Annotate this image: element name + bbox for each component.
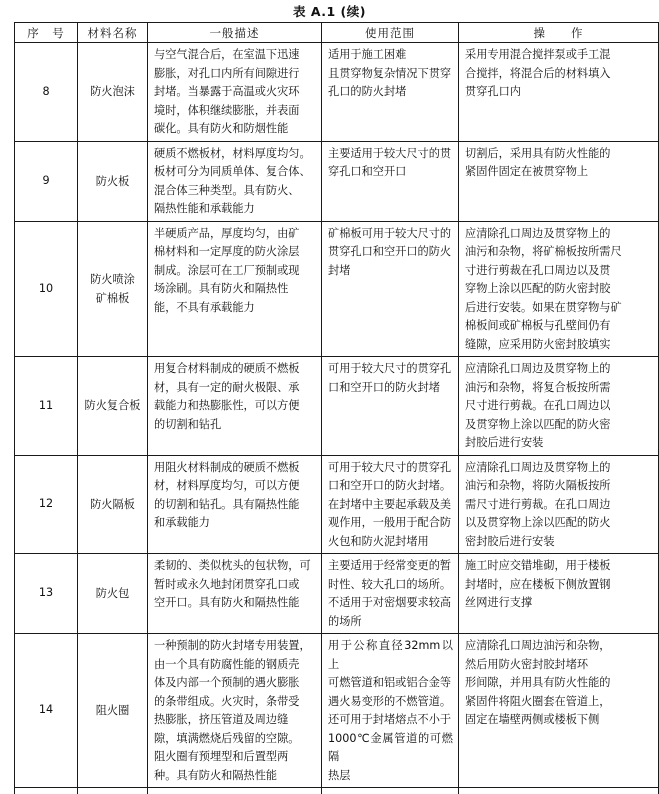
material-scope: 主要适用于较大尺寸的贯 穿孔口和空开口: [322, 141, 459, 221]
material-operation: 施工时应交错堆砌，用于楼板 封堵时，应在楼板下侧放置钢 丝网进行支撑: [459, 554, 659, 634]
truncated-row: [15, 788, 659, 794]
material-scope: 可用于较大尺寸的贯穿孔 口和空开口的防火封堵: [322, 357, 459, 456]
table-row: [15, 554, 659, 634]
material-name: 阻火圈: [78, 634, 148, 788]
material-scope: 适用于施工困难 且贯穿物复杂情况下贯穿 孔口的防火封堵: [322, 43, 459, 142]
header-scope-of-use: 使用范围: [322, 23, 459, 43]
material-scope: 可用于较大尺寸的贯穿孔 口和空开口的防火封堵。 在封堵中主要起承载及美 观作用，一般用于配合防 火包和防火泥封堵用: [322, 455, 459, 554]
row-number: 9: [15, 141, 78, 221]
material-description: 柔韧的、类似枕头的包状物，可 暂时或永久地封闭贯穿孔口或 空开口。具有防火和隔热性能: [148, 554, 322, 634]
material-description: 用复合材料制成的硬质不燃板 材，具有一定的耐火极限、承 载能力和热膨胀性，可以方便 的切割和钻孔: [148, 357, 322, 456]
material-operation: 采用专用混合搅拌泵或手工混 合搅拌，将混合后的材料填入 贯穿孔口内: [459, 43, 659, 142]
material-operation: 应清除孔口周边及贯穿物上的 油污和杂物，将防火隔板按所 需尺寸进行剪裁。在孔口周边 以及贯穿物上涂以匹配的防火 密封胶后进行安装: [459, 455, 659, 554]
material-scope: 矿棉板可用于较大尺寸的 贯穿孔口和空开口的防火 封堵: [322, 221, 459, 357]
material-description: 用阻火材料制成的硬质不燃板 材，材料厚度均匀，可以方便 的切割和钻孔。具有隔热性能 和承载能力: [148, 455, 322, 554]
material-operation: 切割后，采用具有防火性能的 紧固件固定在被贯穿物上: [459, 141, 659, 221]
material-description: 硬质不燃板材，材料厚度均匀。 板材可分为同质单体、复合体、 混合体三种类型。具有防火、 隔热性能和承载能力: [148, 141, 322, 221]
table-row: [15, 141, 659, 221]
material-name: 防火复合板: [78, 357, 148, 456]
material-operation: 应清除孔口周边及贯穿物上的 油污和杂物，将复合板按所需 尺寸进行剪裁。在孔口周边以 及贯穿物上涂以匹配的防火密 封胶后进行安装: [459, 357, 659, 456]
row-number: 10: [15, 221, 78, 357]
material-name: 防火泡沫: [78, 43, 148, 142]
header-row: [15, 23, 659, 43]
header-operation: 操 作: [459, 23, 659, 43]
material-scope: 主要适用于经常变更的暂 时性、较大孔口的场所。 不适用于对密烟要求较高 的场所: [322, 554, 459, 634]
material-name: 防火喷涂 矿棉板: [78, 221, 148, 357]
header-material-name: 材料名称: [78, 23, 148, 43]
table-caption: 表 A.1 (续): [0, 2, 659, 20]
material-operation: 应清除孔口周边油污和杂物， 然后用防火密封胶封堵环 形间隙，并用具有防火性能的 紧固件将阻火圈套在管道上， 固定在墙壁两侧或楼板下侧: [459, 634, 659, 788]
material-operation: 应清除孔口周边及贯穿物上的 油污和杂物，将矿棉板按所需尺 寸进行剪裁在孔口周边以及贯 穿物上涂以匹配的防火密封胶 后进行安装。如果在贯穿物与矿 棉板间或矿棉板与孔壁间仍有 缝隙，应采用防火密封胶填实: [459, 221, 659, 357]
row-number: 8: [15, 43, 78, 142]
table-row: [15, 455, 659, 554]
header-serial-number: 序 号: [15, 23, 78, 43]
header-general-description: 一般描述: [148, 23, 322, 43]
row-number: 14: [15, 634, 78, 788]
material-description: 一种预制的防火封堵专用装置， 由一个具有防腐性能的钢质壳 体及内部一个预制的遇火膨胀 的条带组成。火灾时，条带受 热膨胀，挤压管道及周边缝 隙，填满燃烧后残留的空隙。 阻火圈有预埋型和后置型两 种。具有防火和隔热性能: [148, 634, 322, 788]
row-number: 11: [15, 357, 78, 456]
material-name: 防火隔板: [78, 455, 148, 554]
material-description: 与空气混合后，在室温下迅速 膨胀，对孔口内所有间隙进行 封堵。当暴露于高温或火灾环 境时，体积继续膨胀，并表面 碳化。具有防火和防烟性能: [148, 43, 322, 142]
table-row: [15, 634, 659, 788]
material-name: 防火板: [78, 141, 148, 221]
materials-table: [14, 22, 659, 794]
material-name: 防火包: [78, 554, 148, 634]
row-number: 13: [15, 554, 78, 634]
table-row: [15, 221, 659, 357]
material-description: 半硬质产品，厚度均匀，由矿 棉材料和一定厚度的防火涂层 制成。涂层可在工厂预制或现 场涂刷。具有防火和隔热性 能，不具有承载能力: [148, 221, 322, 357]
row-number: 12: [15, 455, 78, 554]
table-row: [15, 357, 659, 456]
material-scope: 用于公称直径32mm以上 可燃管道和铝或铝合金等 遇火易变形的不燃管道。 还可用于封堵熔点不小于 1000℃金属管道的可燃隔 热层: [322, 634, 459, 788]
table-row: [15, 43, 659, 142]
